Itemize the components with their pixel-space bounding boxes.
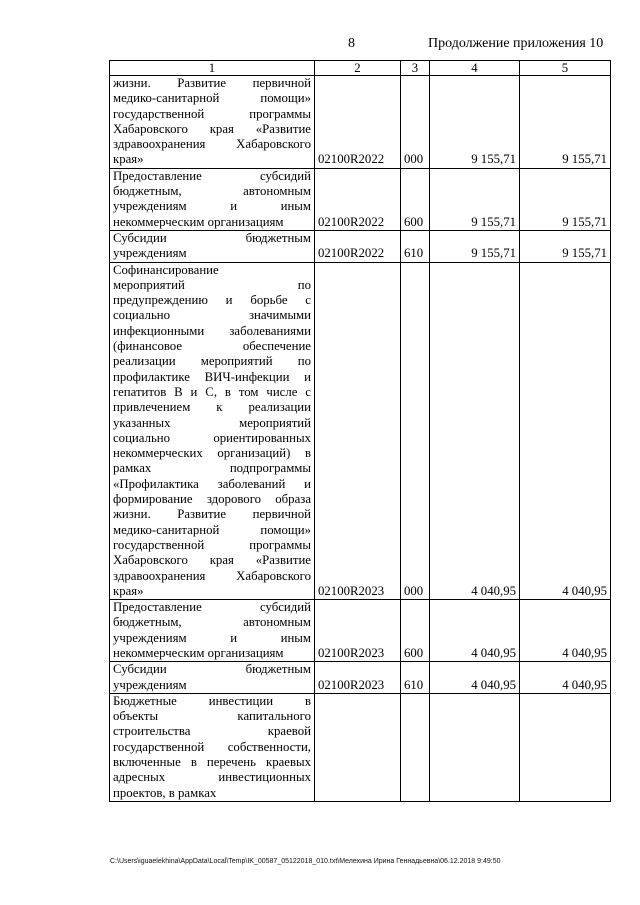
amount-year-1: 4 040,95 bbox=[430, 262, 520, 600]
amount-year-2: 4 040,95 bbox=[520, 662, 611, 694]
description-line: медико-санитарной помощи» bbox=[113, 91, 311, 106]
description-line: Предоставление субсидий bbox=[113, 168, 311, 183]
table-row bbox=[110, 230, 611, 262]
description-line: инфекционными заболеваниями bbox=[113, 323, 311, 338]
table-row bbox=[110, 76, 611, 169]
row-description bbox=[110, 693, 315, 801]
description-line: Субсидии бюджетным bbox=[113, 230, 311, 245]
target-article-code: 02100R2023 bbox=[315, 600, 401, 662]
expense-type-code: 610 bbox=[401, 662, 430, 694]
amount-year-1: 4 040,95 bbox=[430, 600, 520, 662]
amount-year-1: 9 155,71 bbox=[430, 168, 520, 230]
description-line: предупреждению и борьбе с bbox=[113, 293, 311, 308]
description-line: бюджетным, автономным bbox=[113, 615, 311, 630]
description-line: Софинансирование bbox=[113, 262, 219, 277]
amount-year-2: 9 155,71 bbox=[520, 76, 611, 169]
description-line: края» bbox=[113, 152, 144, 167]
expense-type-code: 610 bbox=[401, 230, 430, 262]
row-description bbox=[110, 168, 315, 230]
table-row bbox=[110, 168, 611, 230]
description-line: Предоставление субсидий bbox=[113, 600, 311, 615]
description-line: государственной программы bbox=[113, 537, 311, 552]
column-header: 5 bbox=[520, 61, 611, 76]
budget-table bbox=[109, 60, 611, 802]
description-line: мероприятий по bbox=[113, 277, 311, 292]
expense-type-code: 600 bbox=[401, 600, 430, 662]
description-line: здравоохранения Хабаровского bbox=[113, 568, 311, 583]
description-line: социально значимыми bbox=[113, 308, 311, 323]
table-row bbox=[110, 693, 611, 801]
expense-type-code: 600 bbox=[401, 168, 430, 230]
table-header-row bbox=[110, 61, 611, 76]
expense-type-code: 000 bbox=[401, 262, 430, 600]
amount-year-2: 4 040,95 bbox=[520, 600, 611, 662]
description-line: учреждениям bbox=[113, 677, 187, 692]
amount-year-1 bbox=[430, 693, 520, 801]
table-row bbox=[110, 600, 611, 662]
description-line: объекты капитального bbox=[113, 709, 311, 724]
column-header: 1 bbox=[110, 61, 315, 76]
column-header: 4 bbox=[430, 61, 520, 76]
description-line: включенные в перечень краевых bbox=[113, 755, 311, 770]
amount-year-2: 9 155,71 bbox=[520, 168, 611, 230]
target-article-code: 02100R2023 bbox=[315, 262, 401, 600]
continuation-caption: Продолжение приложения 10 bbox=[428, 36, 604, 51]
description-line: края» bbox=[113, 583, 144, 598]
column-header: 2 bbox=[315, 61, 401, 76]
description-line: Субсидии бюджетным bbox=[113, 662, 311, 677]
description-line: реализации мероприятий по bbox=[113, 354, 311, 369]
table-row bbox=[110, 262, 611, 600]
amount-year-1: 4 040,95 bbox=[430, 662, 520, 694]
amount-year-2 bbox=[520, 693, 611, 801]
amount-year-1: 9 155,71 bbox=[430, 76, 520, 169]
amount-year-2: 4 040,95 bbox=[520, 262, 611, 600]
row-description bbox=[110, 230, 315, 262]
target-article-code: 02100R2022 bbox=[315, 230, 401, 262]
description-line: Хабаровского края «Развитие bbox=[113, 553, 311, 568]
row-description bbox=[110, 600, 315, 662]
description-line: проектов, в рамках bbox=[113, 785, 217, 800]
description-line: формирование здорового образа bbox=[113, 492, 311, 507]
description-line: адресных инвестиционных bbox=[113, 770, 311, 785]
expense-type-code: 000 bbox=[401, 76, 430, 169]
description-line: некоммерческим организациям bbox=[113, 645, 284, 660]
description-line: медико-санитарной помощи» bbox=[113, 522, 311, 537]
description-line: государственной программы bbox=[113, 106, 311, 121]
description-line: указанных мероприятий bbox=[113, 415, 311, 430]
target-article-code: 02100R2022 bbox=[315, 76, 401, 169]
description-line: учреждениям bbox=[113, 246, 187, 261]
description-line: (финансовое обеспечение bbox=[113, 339, 311, 354]
description-line: учреждениям и иным bbox=[113, 199, 311, 214]
table-row bbox=[110, 662, 611, 694]
amount-year-1: 9 155,71 bbox=[430, 230, 520, 262]
description-line: бюджетным, автономным bbox=[113, 184, 311, 199]
description-line: гепатитов В и С, в том числе с bbox=[113, 384, 311, 399]
file-path-footer: C:\Users\iguaelekhina\AppData\Local\Temp\IK_00587_05122018_010.txt\Мелехина Ирина Геннадьевна\06.12.2018 9:49:50 bbox=[110, 858, 501, 865]
target-article-code: 02100R2022 bbox=[315, 168, 401, 230]
target-article-code bbox=[315, 693, 401, 801]
row-description bbox=[110, 76, 315, 169]
row-description bbox=[110, 662, 315, 694]
description-line: профилактике ВИЧ-инфекции и bbox=[113, 369, 311, 384]
description-line: Хабаровского края «Развитие bbox=[113, 121, 311, 136]
description-line: жизни. Развитие первичной bbox=[113, 507, 311, 522]
description-line: социально ориентированных bbox=[113, 430, 311, 445]
description-line: учреждениям и иным bbox=[113, 630, 311, 645]
description-line: «Профилактика заболеваний и bbox=[113, 476, 311, 491]
expense-type-code bbox=[401, 693, 430, 801]
description-line: рамках подпрограммы bbox=[113, 461, 311, 476]
amount-year-2: 9 155,71 bbox=[520, 230, 611, 262]
target-article-code: 02100R2023 bbox=[315, 662, 401, 694]
description-line: некоммерческих организаций) в bbox=[113, 446, 311, 461]
page-number: 8 bbox=[348, 36, 355, 51]
column-header: 3 bbox=[401, 61, 430, 76]
description-line: строительства краевой bbox=[113, 724, 311, 739]
description-line: жизни. Развитие первичной bbox=[113, 76, 311, 90]
description-line: Бюджетные инвестиции в bbox=[113, 693, 311, 708]
row-description bbox=[110, 262, 315, 600]
description-line: здравоохранения Хабаровского bbox=[113, 137, 311, 152]
description-line: некоммерческим организациям bbox=[113, 214, 284, 229]
description-line: привлечением к реализации bbox=[113, 400, 311, 415]
description-line: государственной собственности, bbox=[113, 739, 311, 754]
